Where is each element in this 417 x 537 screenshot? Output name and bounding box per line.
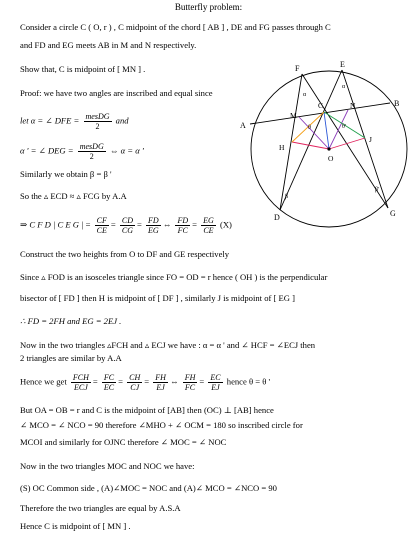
alpha-prime-left: α ' = ∠ DEG = — [20, 145, 74, 156]
label-j: J — [369, 135, 372, 144]
label-d: D — [274, 213, 280, 222]
fraction-ec-ej: $\frac{EC}{EJ}$ — [210, 373, 221, 392]
chord-de — [280, 70, 342, 210]
alpha-equation — [20, 112, 129, 131]
alpha-prime-right: ⇔ α = α ' — [109, 145, 144, 156]
text-line-23: Hence C is midpoint of [ MN ] . — [20, 521, 131, 531]
ratio-equation-x: ⇒ C F D | C E G | = $\frac{CF}{CE}$ = $\frac{CD}{CG}$ = $\frac{FD}{EG}$ ⇔ $\frac{FD}{FC}$ = $\frac{EG}{CE}$ (X) — [20, 216, 232, 235]
text-line-14: Now in the two triangles ▵FCH and ▵ ECJ we have : α = α ' and ∠ HCF = ∠ECJ then — [20, 340, 316, 350]
fraction-cf-ce: $\frac{CF}{CE}$ — [96, 216, 107, 235]
text-line-12: bisector of [ FD ] then H is midpoint of [ DF ] , similarly J is midpoint of [ EG ] — [20, 293, 295, 303]
label-theta-prime: θ' — [342, 124, 346, 130]
segment-oc — [324, 112, 329, 149]
text-line-2: and FD and EG meets AB in M and N respectively. — [20, 40, 197, 50]
hence-theta: hence θ = θ ' — [226, 376, 271, 387]
text-line-20: Now in the two triangles MOC and NOC we have: — [20, 461, 195, 471]
fraction-mes-dg-2: $\frac{\text{mesDG}}{2}$ — [79, 142, 104, 161]
center-point-o — [327, 147, 330, 150]
label-beta-prime: β' — [375, 187, 380, 193]
label-a: A — [240, 121, 246, 130]
label-m: M — [290, 111, 297, 120]
segment-fd — [280, 74, 302, 210]
text-line-4: Proof: we have two angles are inscribed and equal since — [20, 88, 213, 98]
label-c: C — [318, 101, 324, 110]
label-alpha-prime: α — [342, 84, 346, 90]
text-line-10: Construct the two heights from O to DF and GE respectively — [20, 249, 230, 259]
fraction-fc-ec: $\frac{FC}{EC}$ — [103, 373, 115, 392]
fraction-fd-eg: $\frac{FD}{EG}$ — [148, 216, 159, 235]
fraction-eg-ce: $\frac{EG}{CE}$ — [203, 216, 214, 235]
equals-sign: = — [85, 219, 91, 230]
label-e: E — [340, 60, 345, 69]
similarity-ratio-equation: Hence we get $\frac{\text{FCH}}{\text{ECJ}}$ = $\frac{FC}{EC}$ = $\frac{CH}{CJ}$ = $\frac{FH}{EJ}$ ⇔ $\frac{FH}{FC}$ = $\frac{EC}{EJ}$ hence θ = θ ' — [20, 373, 271, 392]
label-h: H — [279, 143, 285, 152]
alpha-eq-and: and — [115, 115, 129, 126]
text-line-17: But OA = OB = r and C is the midpoint of [AB] then (OC) ⊥ [AB] hence — [20, 405, 274, 415]
alpha-prime-equation — [20, 142, 144, 161]
hence-we-get: Hence we get — [20, 376, 67, 387]
page-title: Butterfly problem: — [174, 2, 243, 12]
text-line-1: Consider a circle C ( O, r ) , C midpoint of the chord [ AB ] , DE and FG passes through C — [20, 22, 331, 32]
fraction-fh-ej: $\frac{FH}{EJ}$ — [155, 373, 166, 392]
text-line-8: So the ▵ ECD ≈ ▵ FCG by A.A — [20, 191, 127, 201]
label-b: B — [394, 99, 400, 108]
fraction-mes-dg-1: $\frac{\text{mesDG}}{2}$ — [85, 112, 110, 131]
text-line-7: Similarly we obtain β = β ' — [20, 169, 112, 179]
text-line-15: 2 triangles are similar by A.A — [20, 353, 122, 363]
text-line-3: Show that, C is midpoint of [ MN ] . — [20, 64, 146, 74]
label-beta: β — [285, 194, 289, 200]
text-line-18: ∠ MCO = ∠ NCO = 90 therefore ∠MHO + ∠ OCM = 180 so inscribed circle for — [20, 420, 303, 430]
butterfly-figure — [232, 58, 412, 233]
fraction-cd-cg: $\frac{CD}{CG}$ — [121, 216, 134, 235]
fraction-ch-cj: $\frac{CH}{CJ}$ — [129, 373, 141, 392]
label-g: G — [390, 209, 396, 218]
text-line-11: Since ▵ FOD is an isosceles triangle since FO = OD = r hence ( OH ) is the perpendicular — [20, 272, 328, 282]
label-theta: θ — [308, 125, 311, 131]
segment-oj — [329, 138, 365, 149]
text-line-13: ∴ FD = 2FH and EG = 2EJ . — [20, 316, 122, 326]
text-line-22: Therefore the two triangles are equal by A.S.A — [20, 503, 181, 513]
label-o: O — [328, 154, 334, 163]
fraction-fch-ecj: $\frac{\text{FCH}}{\text{ECJ}}$ — [72, 373, 89, 392]
text-line-19: MCOI and similarly for OJNC therefore ∠ MOC = ∠ NOC — [20, 437, 227, 447]
equation-tag-x: (X) — [219, 219, 232, 230]
fraction-fd-fc: $\frac{FD}{FC}$ — [177, 216, 189, 235]
ratio-x-left: ⇒ C F D | C E G | — [20, 219, 84, 230]
text-line-21: (S) OC Common side , (A)∠MOC = NOC and (A)∠ MCO = ∠NCO = 90 — [20, 483, 277, 493]
fraction-fh-fc: $\frac{FH}{FC}$ — [184, 373, 196, 392]
alpha-eq-left: let α = ∠ DFE = — [20, 115, 80, 126]
label-f: F — [295, 64, 300, 73]
label-n: N — [350, 101, 356, 110]
label-alpha: α — [303, 92, 307, 98]
